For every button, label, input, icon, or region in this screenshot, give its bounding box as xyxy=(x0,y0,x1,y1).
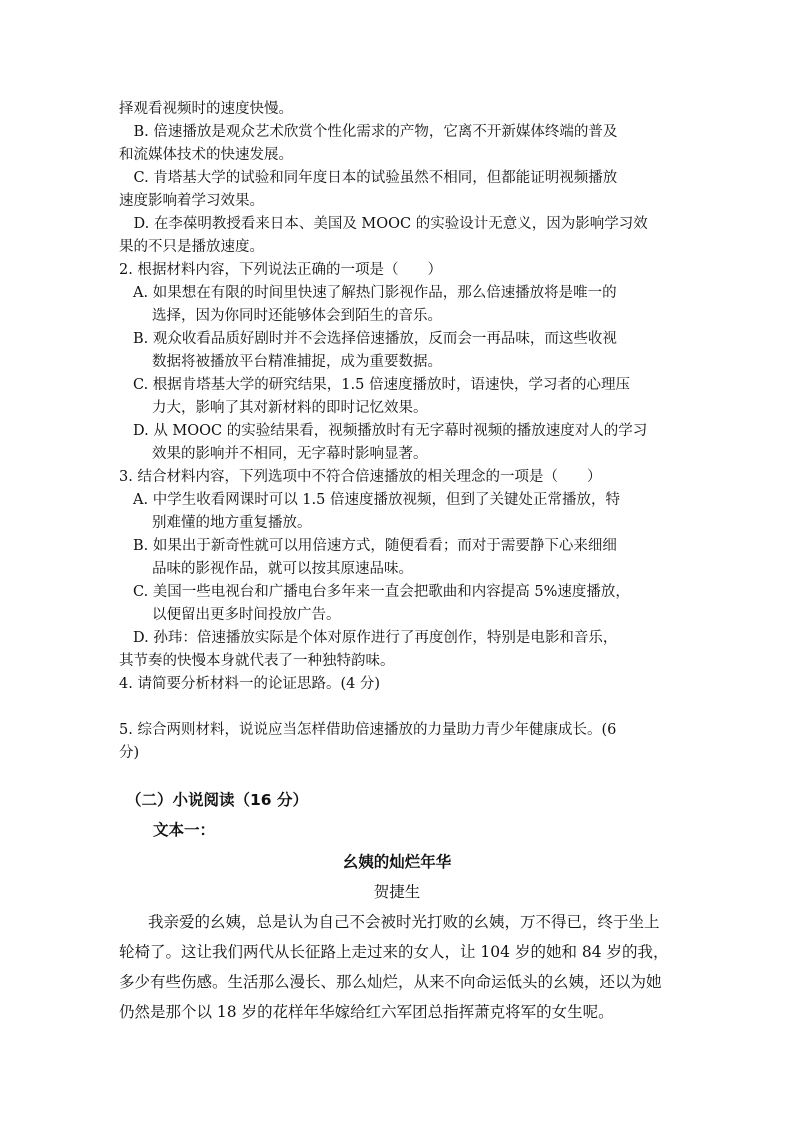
q1-option-c-line1: C. 肯塔基大学的试验和同年度日本的试验虽然不相同，但都能证明视频播放 xyxy=(119,170,618,186)
story-title: 幺姨的灿烂年华 xyxy=(342,853,452,871)
q2-option-c-line2: 力大，影响了其对新材料的即时记忆效果。 xyxy=(152,400,428,416)
q2-option-c-line1: C. 根据肯塔基大学的研究结果，1.5 倍速度播放时，语速快，学习者的心理压 xyxy=(133,377,630,393)
q3-option-d-line1: D. 孙玮：倍速播放实际是个体对原作进行了再度创作，特别是电影和音乐， xyxy=(133,630,618,646)
q2-option-b-line1: B. 观众收看品质好剧时并不会选择倍速播放，反而会一再品味，而这些收视 xyxy=(133,331,617,347)
q2-stem: 2. 根据材料内容，下列说法正确的一项是（ ） xyxy=(119,262,442,278)
q2-option-d-line1: D. 从 MOOC 的实验结果看，视频播放时有无字幕时视频的播放速度对人的学习 xyxy=(133,423,648,439)
q3-option-b-line2: 品味的影视作品，就可以按其原速品味。 xyxy=(152,561,413,577)
q5-stem-line1: 5. 综合两则材料，说说应当怎样借助倍速播放的力量助力青少年健康成长。(6 xyxy=(119,722,617,738)
story-paragraph-line3: 多少有些伤感。生活那么漫长、那么灿烂，从来不向命运低头的幺姨，还以为她 xyxy=(119,973,662,991)
q1-option-d-line1: D. 在李葆明教授看来日本、美国及 MOOC 的实验设计无意义，因为影响学习效 xyxy=(119,216,648,232)
q1-option-b-line1: B. 倍速播放是观众艺术欣赏个性化需求的产物，它离不开新媒体终端的普及 xyxy=(119,124,618,140)
q4-stem: 4. 请简要分析材料一的论证思路。(4 分) xyxy=(119,676,381,692)
q1-option-d-line2: 果的不只是播放速度。 xyxy=(119,239,264,255)
q1-option-a-tail: 择观看视频时的速度快慢。 xyxy=(119,101,293,117)
q3-option-c-line1: C. 美国一些电视台和广播电台多年来一直会把歌曲和内容提高 5%速度播放， xyxy=(133,584,630,600)
q2-option-a-line1: A. 如果想在有限的时间里快速了解热门影视作品，那么倍速播放将是唯一的 xyxy=(133,285,617,301)
q2-option-b-line2: 数据将被播放平台精准捕捉，成为重要数据。 xyxy=(152,354,442,370)
story-paragraph-line4: 仍然是那个以 18 岁的花样年华嫁给红六军团总指挥萧克将军的女生呢。 xyxy=(119,1003,614,1021)
q1-option-b-line2: 和流媒体技术的快速发展。 xyxy=(119,147,293,163)
q2-option-d-line2: 效果的影响并不相同，无字幕时影响显著。 xyxy=(152,446,428,462)
section-heading: （二）小说阅读（16 分） xyxy=(126,791,308,809)
q3-stem: 3. 结合材料内容，下列选项中不符合倍速播放的相关理念的一项是（ ） xyxy=(119,469,602,485)
q3-option-d-line2: 其节奏的快慢本身就代表了一种独特韵味。 xyxy=(119,653,395,669)
q3-option-c-line2: 以便留出更多时间投放广告。 xyxy=(152,607,341,623)
story-paragraph-line2: 轮椅了。这让我们两代从长征路上走过来的女人，让 104 岁的她和 84 岁的我， xyxy=(119,943,669,961)
q3-option-a-line1: A. 中学生收看网课时可以 1.5 倍速度播放视频，但到了关键处正常播放，特 xyxy=(133,492,620,508)
q5-stem-line2: 分) xyxy=(119,745,140,761)
q1-option-c-line2: 速度影响着学习效果。 xyxy=(119,193,264,209)
q3-option-b-line1: B. 如果出于新奇性就可以用倍速方式，随便看看；而对于需要静下心来细细 xyxy=(133,538,617,554)
text-label: 文本一： xyxy=(153,821,216,839)
q3-option-a-line2: 别难懂的地方重复播放。 xyxy=(152,515,312,531)
story-author: 贺捷生 xyxy=(373,883,421,901)
q2-option-a-line2: 选择，因为你同时还能够体会到陌生的音乐。 xyxy=(152,308,442,324)
story-paragraph-line1: 我亲爱的幺姨，总是认为自己不会被时光打败的幺姨，万不得已，终于坐上 xyxy=(148,913,660,931)
